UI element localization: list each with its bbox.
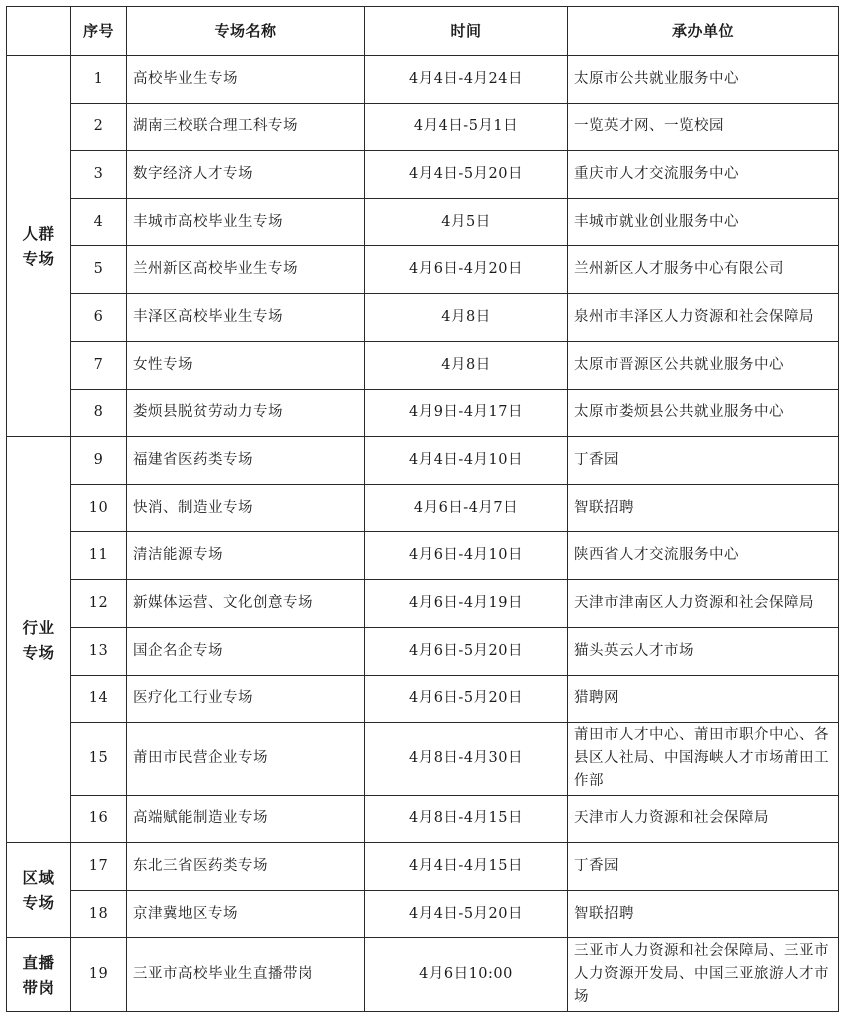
row-index: 17	[71, 843, 127, 891]
row-name: 三亚市高校毕业生直播带岗	[127, 938, 365, 1012]
row-index: 1	[71, 56, 127, 104]
header-category	[7, 7, 71, 56]
row-index: 11	[71, 532, 127, 580]
row-organizer: 丁香园	[568, 437, 839, 485]
row-time: 4月8日-4月30日	[365, 723, 568, 796]
row-time: 4月6日-4月19日	[365, 579, 568, 627]
row-name: 高端赋能制造业专场	[127, 795, 365, 843]
row-organizer: 天津市人力资源和社会保障局	[568, 795, 839, 843]
row-time: 4月8日	[365, 341, 568, 389]
row-organizer: 三亚市人力资源和社会保障局、三亚市人力资源开发局、中国三亚旅游人才市场	[568, 938, 839, 1012]
table-row	[7, 938, 839, 1012]
row-time: 4月6日-4月20日	[365, 246, 568, 294]
row-name: 快消、制造业专场	[127, 484, 365, 532]
category-label: 直播带岗	[22, 952, 55, 997]
row-time: 4月4日-5月20日	[365, 151, 568, 199]
table-row	[7, 723, 839, 796]
row-name: 高校毕业生专场	[127, 56, 365, 104]
row-time: 4月4日-4月24日	[365, 56, 568, 104]
table-row	[7, 532, 839, 580]
row-name: 数字经济人才专场	[127, 151, 365, 199]
category-label: 行业专场	[22, 617, 55, 662]
row-name: 丰泽区高校毕业生专场	[127, 293, 365, 341]
row-organizer: 莆田市人才中心、莆田市职介中心、各县区人社局、中国海峡人才市场莆田工作部	[568, 723, 839, 796]
category-cell	[7, 56, 71, 437]
row-organizer: 猫头英云人才市场	[568, 627, 839, 675]
row-index: 4	[71, 198, 127, 246]
row-organizer: 重庆市人才交流服务中心	[568, 151, 839, 199]
table-row	[7, 246, 839, 294]
header-index: 序号	[71, 7, 127, 56]
table-row	[7, 843, 839, 891]
row-name: 清洁能源专场	[127, 532, 365, 580]
table-row	[7, 198, 839, 246]
row-time: 4月6日-5月20日	[365, 627, 568, 675]
row-organizer: 泉州市丰泽区人力资源和社会保障局	[568, 293, 839, 341]
table-row	[7, 795, 839, 843]
header-time: 时间	[365, 7, 568, 56]
row-index: 19	[71, 938, 127, 1012]
row-index: 14	[71, 675, 127, 723]
row-time: 4月4日-5月20日	[365, 890, 568, 938]
row-index: 16	[71, 795, 127, 843]
row-index: 10	[71, 484, 127, 532]
row-time: 4月4日-4月10日	[365, 437, 568, 485]
row-time: 4月8日-4月15日	[365, 795, 568, 843]
row-organizer: 太原市娄烦县公共就业服务中心	[568, 389, 839, 437]
row-time: 4月4日-4月15日	[365, 843, 568, 891]
table-row	[7, 103, 839, 151]
row-name: 福建省医药类专场	[127, 437, 365, 485]
job-fair-table	[6, 6, 839, 1012]
table-row	[7, 484, 839, 532]
row-name: 国企名企专场	[127, 627, 365, 675]
table-row	[7, 389, 839, 437]
row-index: 9	[71, 437, 127, 485]
table-row	[7, 890, 839, 938]
header-organizer: 承办单位	[568, 7, 839, 56]
row-time: 4月6日-4月7日	[365, 484, 568, 532]
row-time: 4月5日	[365, 198, 568, 246]
category-cell	[7, 938, 71, 1012]
row-time: 4月8日	[365, 293, 568, 341]
row-name: 东北三省医药类专场	[127, 843, 365, 891]
header-row	[7, 7, 839, 56]
row-time: 4月6日-4月10日	[365, 532, 568, 580]
row-organizer: 丁香园	[568, 843, 839, 891]
row-index: 18	[71, 890, 127, 938]
row-time: 4月9日-4月17日	[365, 389, 568, 437]
row-name: 莆田市民营企业专场	[127, 723, 365, 796]
row-time: 4月6日-5月20日	[365, 675, 568, 723]
row-name: 湖南三校联合理工科专场	[127, 103, 365, 151]
row-name: 女性专场	[127, 341, 365, 389]
row-index: 12	[71, 579, 127, 627]
row-organizer: 兰州新区人才服务中心有限公司	[568, 246, 839, 294]
row-time: 4月4日-5月1日	[365, 103, 568, 151]
row-index: 13	[71, 627, 127, 675]
row-index: 6	[71, 293, 127, 341]
row-name: 丰城市高校毕业生专场	[127, 198, 365, 246]
table-row	[7, 293, 839, 341]
row-index: 7	[71, 341, 127, 389]
row-organizer: 一览英才网、一览校园	[568, 103, 839, 151]
row-name: 京津冀地区专场	[127, 890, 365, 938]
row-index: 3	[71, 151, 127, 199]
row-name: 新媒体运营、文化创意专场	[127, 579, 365, 627]
row-name: 兰州新区高校毕业生专场	[127, 246, 365, 294]
row-organizer: 智联招聘	[568, 890, 839, 938]
row-time: 4月6日10:00	[365, 938, 568, 1012]
table-row	[7, 56, 839, 104]
row-organizer: 太原市晋源区公共就业服务中心	[568, 341, 839, 389]
category-cell	[7, 437, 71, 843]
row-organizer: 天津市津南区人力资源和社会保障局	[568, 579, 839, 627]
row-organizer: 智联招聘	[568, 484, 839, 532]
table-row	[7, 341, 839, 389]
row-organizer: 陕西省人才交流服务中心	[568, 532, 839, 580]
row-index: 15	[71, 723, 127, 796]
table-row	[7, 627, 839, 675]
category-label: 人群专场	[22, 224, 55, 269]
table-row	[7, 151, 839, 199]
row-index: 5	[71, 246, 127, 294]
row-organizer: 丰城市就业创业服务中心	[568, 198, 839, 246]
row-organizer: 猎聘网	[568, 675, 839, 723]
row-organizer: 太原市公共就业服务中心	[568, 56, 839, 104]
header-name: 专场名称	[127, 7, 365, 56]
table-row	[7, 579, 839, 627]
row-name: 娄烦县脱贫劳动力专场	[127, 389, 365, 437]
category-cell	[7, 843, 71, 938]
table-row	[7, 675, 839, 723]
row-index: 8	[71, 389, 127, 437]
row-name: 医疗化工行业专场	[127, 675, 365, 723]
category-label: 区域专场	[22, 868, 55, 913]
table-row	[7, 437, 839, 485]
row-index: 2	[71, 103, 127, 151]
